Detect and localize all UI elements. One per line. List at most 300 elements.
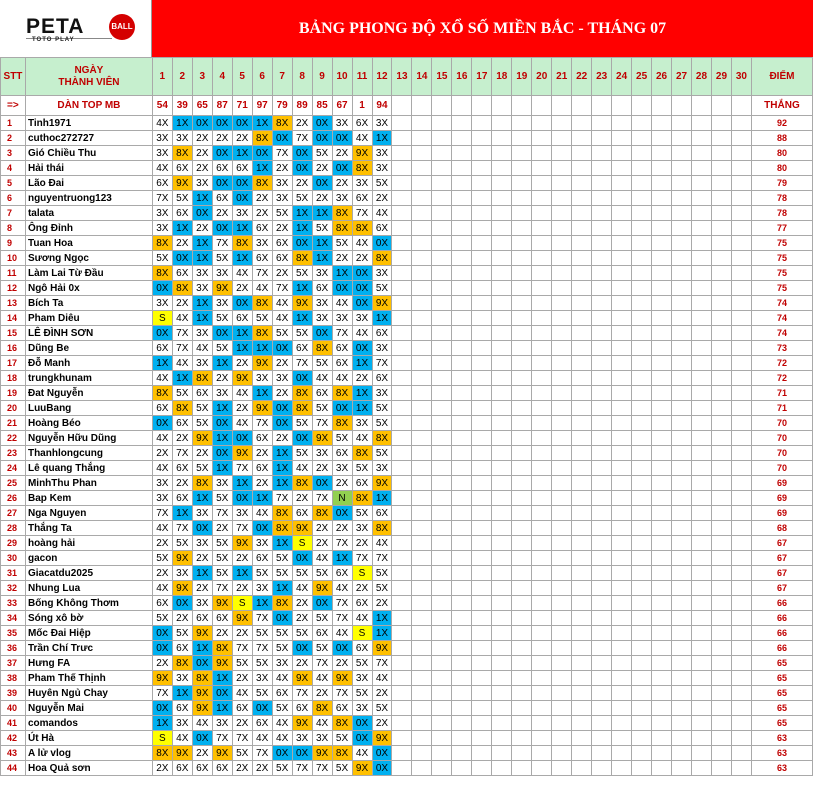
day-result: 1X <box>252 116 272 131</box>
empty-cell <box>512 401 532 416</box>
day-result: S <box>352 566 372 581</box>
empty-cell <box>432 161 452 176</box>
empty-cell <box>612 116 632 131</box>
empty-cell <box>672 566 692 581</box>
empty-cell <box>652 146 672 161</box>
day-result: 7X <box>252 416 272 431</box>
day-result: 1X <box>272 476 292 491</box>
empty-cell <box>672 536 692 551</box>
empty-cell <box>452 551 472 566</box>
empty-cell <box>532 716 552 731</box>
empty-cell <box>532 686 552 701</box>
empty-cell <box>572 371 592 386</box>
empty-cell <box>731 326 751 341</box>
day-result: 5X <box>292 416 312 431</box>
day-result: 6X <box>172 266 192 281</box>
day-result: 6X <box>152 596 172 611</box>
day-result: 8X <box>292 401 312 416</box>
empty-cell <box>392 251 412 266</box>
member-row <box>1 191 813 206</box>
day-result: 7X <box>312 656 332 671</box>
member-row <box>1 701 813 716</box>
member-row <box>1 686 813 701</box>
member-name: LÊ ĐÌNH SƠN <box>25 326 152 341</box>
empty-cell <box>432 641 452 656</box>
empty-cell <box>711 476 731 491</box>
empty-cell <box>612 371 632 386</box>
header-day: 26 <box>652 58 672 96</box>
day-result: 1X <box>152 716 172 731</box>
day-result: 9X <box>372 476 392 491</box>
member-score: 75 <box>751 251 812 266</box>
member-name: Nga Nguyen <box>25 506 152 521</box>
member-score: 66 <box>751 611 812 626</box>
day-result: 0X <box>272 341 292 356</box>
header-day: 23 <box>592 58 612 96</box>
day-result: 6X <box>292 701 312 716</box>
day-result: 2X <box>252 446 272 461</box>
day-result: 2X <box>352 251 372 266</box>
empty-cell <box>472 476 492 491</box>
member-row <box>1 761 813 776</box>
empty-cell <box>492 146 512 161</box>
day-result: 9X <box>372 641 392 656</box>
member-score: 74 <box>751 296 812 311</box>
empty-cell <box>731 701 751 716</box>
day-result: 7X <box>292 761 312 776</box>
empty-cell <box>532 281 552 296</box>
day-result: 4X <box>172 356 192 371</box>
day-result: 1X <box>192 296 212 311</box>
empty-cell <box>572 131 592 146</box>
member-name: Trần Chí Trưc <box>25 641 152 656</box>
empty-cell <box>432 731 452 746</box>
row-number: 38 <box>1 671 26 686</box>
day-result: S <box>152 311 172 326</box>
empty-cell <box>572 551 592 566</box>
empty-cell <box>432 686 452 701</box>
empty-cell <box>452 446 472 461</box>
empty-cell <box>412 416 432 431</box>
day-result: 9X <box>232 536 252 551</box>
empty-cell <box>652 641 672 656</box>
empty-cell <box>572 191 592 206</box>
empty-cell <box>492 581 512 596</box>
day-result: 5X <box>372 416 392 431</box>
empty-cell <box>452 506 472 521</box>
day-result: 4X <box>352 326 372 341</box>
day-result: 5X <box>272 701 292 716</box>
empty-cell <box>612 536 632 551</box>
empty-cell <box>711 641 731 656</box>
empty-cell <box>692 596 712 611</box>
member-row <box>1 146 813 161</box>
arrow-marker: => <box>1 96 26 116</box>
header-day: 25 <box>632 58 652 96</box>
empty-cell <box>532 131 552 146</box>
empty-cell <box>392 221 412 236</box>
day-result: 0X <box>232 176 252 191</box>
empty-cell <box>592 476 612 491</box>
day-result: 4X <box>312 371 332 386</box>
day-result: 2X <box>212 371 232 386</box>
member-name: Hải thái <box>25 161 152 176</box>
empty-cell <box>592 701 612 716</box>
top-number: 87 <box>212 96 232 116</box>
empty-cell <box>672 476 692 491</box>
empty-cell <box>731 116 751 131</box>
member-row <box>1 296 813 311</box>
empty-cell <box>412 221 432 236</box>
header-day: 28 <box>692 58 712 96</box>
empty-cell <box>572 761 592 776</box>
day-result: 3X <box>152 146 172 161</box>
day-result: 1X <box>352 386 372 401</box>
empty-cell <box>731 281 751 296</box>
day-result: 4X <box>192 341 212 356</box>
empty-cell <box>652 686 672 701</box>
day-result: 5X <box>312 221 332 236</box>
empty-cell <box>552 221 572 236</box>
empty-cell <box>572 341 592 356</box>
day-result: 0X <box>192 206 212 221</box>
empty-cell <box>652 341 672 356</box>
day-result: 3X <box>252 671 272 686</box>
empty-cell <box>612 236 632 251</box>
empty-cell <box>472 371 492 386</box>
day-result: 3X <box>372 386 392 401</box>
day-result: 7X <box>372 656 392 671</box>
day-result: 8X <box>272 506 292 521</box>
empty-cell <box>731 746 751 761</box>
day-result: 2X <box>232 356 252 371</box>
day-result: 1X <box>192 191 212 206</box>
day-result: 2X <box>332 656 352 671</box>
empty-cell <box>512 371 532 386</box>
day-result: 2X <box>352 371 372 386</box>
day-result: 5X <box>212 251 232 266</box>
day-result: 0X <box>272 611 292 626</box>
empty-cell <box>672 371 692 386</box>
empty-cell <box>432 281 452 296</box>
day-result: 1X <box>372 131 392 146</box>
empty-cell <box>472 131 492 146</box>
day-result: 0X <box>352 281 372 296</box>
member-row <box>1 236 813 251</box>
empty-cell <box>392 476 412 491</box>
day-result: 6X <box>372 326 392 341</box>
day-result: 4X <box>292 461 312 476</box>
member-name: Giacatdu2025 <box>25 566 152 581</box>
empty-cell <box>672 521 692 536</box>
empty-cell <box>492 311 512 326</box>
empty-cell <box>612 251 632 266</box>
day-result: 0X <box>232 296 252 311</box>
member-score: 70 <box>751 431 812 446</box>
empty-cell <box>731 491 751 506</box>
day-result: 9X <box>312 431 332 446</box>
empty-cell <box>692 506 712 521</box>
day-result: 2X <box>192 221 212 236</box>
empty-cell <box>692 221 712 236</box>
day-result: 2X <box>152 536 172 551</box>
day-result: 4X <box>252 506 272 521</box>
day-result: 9X <box>232 446 252 461</box>
member-score: 67 <box>751 566 812 581</box>
empty-cell <box>711 686 731 701</box>
empty-cell <box>412 656 432 671</box>
empty-cell <box>472 626 492 641</box>
empty-cell <box>512 266 532 281</box>
day-result: 3X <box>152 221 172 236</box>
empty-cell <box>392 191 412 206</box>
day-result: 6X <box>312 386 332 401</box>
empty-cell <box>572 581 592 596</box>
empty-cell <box>711 281 731 296</box>
day-result: 8X <box>332 746 352 761</box>
day-result: 2X <box>332 176 352 191</box>
empty-cell <box>711 161 731 176</box>
empty-cell <box>592 281 612 296</box>
day-result: 1X <box>172 371 192 386</box>
day-result: 6X <box>252 251 272 266</box>
day-result: 7X <box>232 461 252 476</box>
day-result: 9X <box>172 746 192 761</box>
day-result: 1X <box>172 221 192 236</box>
empty-cell <box>711 716 731 731</box>
empty-cell <box>612 596 632 611</box>
day-result: 5X <box>352 656 372 671</box>
day-result: 4X <box>152 431 172 446</box>
empty-cell <box>612 716 632 731</box>
empty-cell <box>692 251 712 266</box>
day-result: 6X <box>212 191 232 206</box>
day-result: 0X <box>352 296 372 311</box>
day-result: 6X <box>172 641 192 656</box>
day-result: 5X <box>372 566 392 581</box>
empty-cell <box>731 341 751 356</box>
empty-cell <box>711 311 731 326</box>
member-row <box>1 431 813 446</box>
empty-cell <box>452 386 472 401</box>
empty-cell <box>731 296 751 311</box>
day-result: 0X <box>232 116 252 131</box>
empty-cell <box>512 716 532 731</box>
empty-cell <box>512 116 532 131</box>
empty-cell <box>492 716 512 731</box>
empty-cell <box>632 626 652 641</box>
empty-cell <box>711 566 731 581</box>
empty-cell <box>731 626 751 641</box>
empty-cell <box>432 131 452 146</box>
day-result: 2X <box>272 356 292 371</box>
empty-cell <box>692 116 712 131</box>
empty-cell <box>592 116 612 131</box>
empty-cell <box>552 431 572 446</box>
empty-cell <box>652 671 672 686</box>
empty-cell <box>632 191 652 206</box>
sheet-title: BẢNG PHONG ĐỘ XỔ SỐ MIỀN BẮC - THÁNG 07 <box>152 0 813 57</box>
day-result: 4X <box>312 671 332 686</box>
day-result: 4X <box>252 281 272 296</box>
empty-cell <box>672 356 692 371</box>
empty-cell <box>412 731 432 746</box>
empty-cell <box>612 131 632 146</box>
empty-cell <box>392 311 412 326</box>
day-result: 7X <box>332 596 352 611</box>
empty-cell <box>412 701 432 716</box>
empty-cell <box>492 566 512 581</box>
empty-cell <box>392 116 412 131</box>
empty-cell <box>692 701 712 716</box>
member-row <box>1 311 813 326</box>
empty-cell <box>452 221 472 236</box>
empty-cell <box>612 386 632 401</box>
empty-cell <box>452 326 472 341</box>
empty-cell <box>452 296 472 311</box>
empty-cell <box>711 326 731 341</box>
empty-cell <box>731 311 751 326</box>
header-day: 3 <box>192 58 212 96</box>
day-result: 3X <box>292 731 312 746</box>
member-row <box>1 566 813 581</box>
day-result: 1X <box>292 281 312 296</box>
member-score: 88 <box>751 131 812 146</box>
empty-cell <box>632 371 652 386</box>
member-score: 68 <box>751 521 812 536</box>
empty-cell <box>392 506 412 521</box>
row-number: 20 <box>1 401 26 416</box>
empty-cell <box>552 761 572 776</box>
empty-cell <box>472 266 492 281</box>
empty-cell <box>572 701 592 716</box>
empty-cell <box>552 446 572 461</box>
empty-cell <box>592 191 612 206</box>
member-row <box>1 521 813 536</box>
day-result: 4X <box>172 731 192 746</box>
day-result: 8X <box>252 131 272 146</box>
empty-cell <box>512 476 532 491</box>
empty-cell <box>672 401 692 416</box>
empty-cell <box>612 206 632 221</box>
day-result: 1X <box>372 626 392 641</box>
empty-cell <box>592 176 612 191</box>
day-result: 0X <box>272 746 292 761</box>
member-name: Lão Đai <box>25 176 152 191</box>
empty-cell <box>532 521 552 536</box>
empty-cell <box>731 566 751 581</box>
member-score: 65 <box>751 671 812 686</box>
empty-cell <box>731 221 751 236</box>
empty-cell <box>652 116 672 131</box>
empty-cell <box>512 146 532 161</box>
empty-cell <box>532 206 552 221</box>
day-result: 7X <box>312 761 332 776</box>
day-result: 0X <box>312 326 332 341</box>
member-name: Sóng xô bờ <box>25 611 152 626</box>
day-result: 7X <box>272 146 292 161</box>
day-result: 5X <box>292 626 312 641</box>
empty-cell <box>532 641 552 656</box>
member-name: MinhThu Phan <box>25 476 152 491</box>
day-result: 0X <box>152 281 172 296</box>
day-result: 2X <box>232 761 252 776</box>
empty-cell <box>412 431 432 446</box>
empty-cell <box>592 686 612 701</box>
empty-cell <box>632 401 652 416</box>
day-result: 1X <box>192 566 212 581</box>
member-score: 70 <box>751 416 812 431</box>
empty-cell <box>572 476 592 491</box>
day-result: 0X <box>312 596 332 611</box>
empty-cell <box>392 401 412 416</box>
empty-cell <box>612 731 632 746</box>
empty-cell <box>532 386 552 401</box>
member-name: Dũng Be <box>25 341 152 356</box>
day-result: 5X <box>212 311 232 326</box>
day-result: 6X <box>192 386 212 401</box>
empty-cell <box>692 746 712 761</box>
empty-cell <box>692 581 712 596</box>
day-result: 0X <box>312 131 332 146</box>
empty-cell <box>532 236 552 251</box>
empty-cell <box>472 731 492 746</box>
day-result: 4X <box>352 746 372 761</box>
empty-cell <box>492 176 512 191</box>
day-result: 3X <box>372 146 392 161</box>
empty-cell <box>632 521 652 536</box>
empty-cell <box>612 701 632 716</box>
day-result: 0X <box>212 446 232 461</box>
day-result: 9X <box>312 746 332 761</box>
day-result: 6X <box>352 191 372 206</box>
header-day: 20 <box>532 58 552 96</box>
member-row <box>1 281 813 296</box>
empty-cell <box>452 671 472 686</box>
day-result: 5X <box>232 656 252 671</box>
member-score: 75 <box>751 266 812 281</box>
empty-cell <box>392 596 412 611</box>
day-result: 4X <box>232 266 252 281</box>
day-result: 3X <box>312 446 332 461</box>
empty-cell <box>512 281 532 296</box>
day-result: 6X <box>272 686 292 701</box>
day-result: 1X <box>372 491 392 506</box>
empty-cell <box>692 641 712 656</box>
member-score: 79 <box>751 176 812 191</box>
day-result: 1X <box>272 536 292 551</box>
day-result: 2X <box>152 566 172 581</box>
day-result: 0X <box>352 341 372 356</box>
member-score: 71 <box>751 401 812 416</box>
empty-cell <box>492 551 512 566</box>
empty-cell <box>612 626 632 641</box>
day-result: 7X <box>252 641 272 656</box>
day-result: 0X <box>312 476 332 491</box>
row-number: 31 <box>1 566 26 581</box>
day-result: 8X <box>372 251 392 266</box>
empty-cell <box>472 206 492 221</box>
day-result: 0X <box>372 761 392 776</box>
day-result: 0X <box>152 326 172 341</box>
day-result: 5X <box>312 356 332 371</box>
empty-cell <box>652 371 672 386</box>
empty-cell <box>672 716 692 731</box>
empty-cell <box>392 371 412 386</box>
empty-cell <box>552 491 572 506</box>
header-day: 8 <box>292 58 312 96</box>
empty-cell <box>711 701 731 716</box>
